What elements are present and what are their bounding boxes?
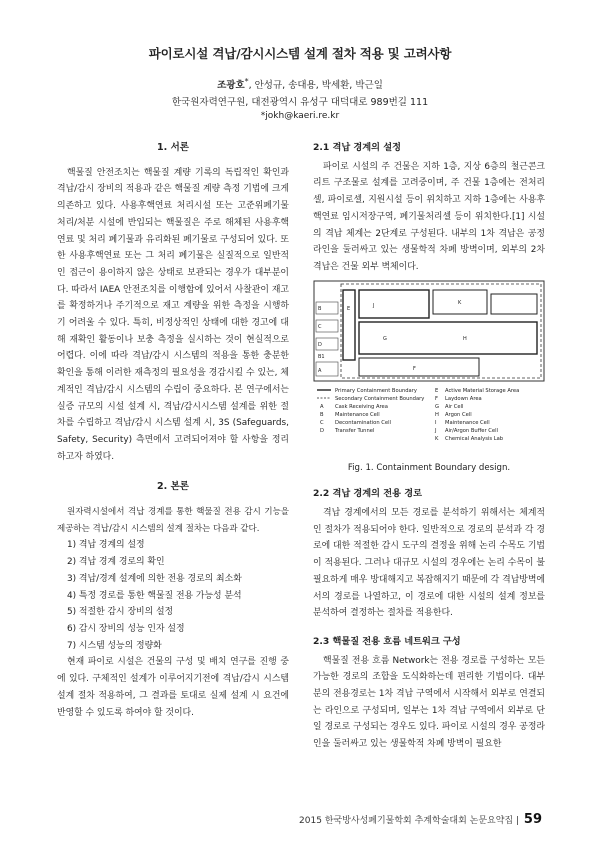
procedure-steps — [57, 537, 289, 654]
section-2-2-body: 격납 경계에서의 모든 경로를 분석하기 위해서는 체계적인 절차가 적용되어야 한다. 일반적으로 경로의 분석과 각 경로에 대한 적절한 감시 도구의 결정을 위해 논리 수목도 기법이 적용된다. 그러나 대규모 시설의 경우에는 논리 수목이 불필요하게 매우 방대해지고 복잡해지기 때문에 각 격납방벽에서의 경로를 나열하고, 이 경로에 대한 시설의 설계 정보를 분석하여 결정하는 절차를 적용한다. — [313, 508, 545, 619]
section-2-1-heading: 2.1 격납 경계의 설정 — [313, 142, 401, 153]
section-2-2-heading: 2.2 격납 경계의 전용 경로 — [313, 488, 422, 500]
author-list — [0, 77, 600, 91]
legend-key: F — [435, 395, 438, 402]
label-E: E — [347, 305, 351, 312]
legend-text: Decontamination Cell — [335, 419, 391, 426]
procedure-step: 5) 적절한 감시 장비의 설정 — [67, 607, 174, 618]
footer-separator: | — [515, 816, 520, 826]
legend-key: I — [435, 419, 437, 426]
label-J: J — [373, 302, 375, 309]
legend-key: E — [435, 387, 439, 394]
legend-key: C — [320, 419, 324, 426]
containment-figure — [313, 280, 545, 456]
procedure-step: 2) 격납 경계 경로의 확인 — [67, 557, 165, 568]
legend-key: J — [435, 427, 437, 434]
room-E — [343, 290, 355, 360]
room-K2 — [491, 294, 537, 314]
procedure-step: 6) 감시 장비의 성능 인자 설정 — [67, 623, 185, 634]
legend-key: H — [435, 411, 439, 418]
section-2-1-body: 파이로 시설의 주 건물은 지하 1층, 지상 6층의 철근콘크리트 구조물로 설계를 고려중이며, 주 건물 1층에는 전처리셀, 파이로셀, 지원시설 등이 위치하고 지하 1층에는 사용후핵연료 임시저장구역, 폐기물처리셀 등이 위치한다.[1] 시설의 격납 체계는 2단계로 구성된다. 내부의 1차 격납은 공정 라인을 둘러싸고 있는 생물학적 차폐 방벽이며, 외부의 2차 격납은 건물 외부 벽체이다. — [313, 161, 545, 272]
legend-text: Argon Cell — [445, 411, 472, 418]
legend-key: K — [435, 435, 439, 442]
section-2-3-body: 핵물질 전용 흐름 Network는 전용 경로를 구성하는 모든 가능한 경로의 조합을 도식화하는데 편리한 기법이다. 대부분의 전용경로는 1차 격납 구역에서 시작해서 외부로 연결되는 라인으로 구성되며, 일부는 1차 격납 구역에서 외부로 단일 경로로 구성되는 경우도 있다. 파이로 시설의 경우 공정라인을 둘러싸고 있는 생물학적 차폐 방벽이 필요한 — [313, 655, 545, 750]
email: *jokh@kaeri.re.kr — [260, 111, 340, 121]
legend-key: D — [320, 427, 324, 434]
paper-title: 파이로시설 격납/감시시스템 설계 절차 적용 및 고려사항 — [148, 46, 452, 61]
figure-caption: Fig. 1. Containment Boundary design. — [347, 462, 511, 473]
label-A: A — [318, 367, 322, 374]
legend-text: Cask Receiving Area — [335, 403, 388, 410]
right-column — [313, 140, 545, 753]
procedure-step: 7) 시스템 성능의 정량화 — [67, 640, 162, 651]
room-F — [359, 358, 479, 376]
legend-text: Maintenance Cell — [445, 419, 490, 426]
legend-text: Active Material Storage Area — [445, 387, 520, 394]
legend-key: A — [320, 403, 324, 410]
label-B1: B1 — [318, 353, 325, 360]
containment-boundary-diagram — [313, 280, 545, 456]
procedure-step: 1) 격납 경계의 설정 — [67, 540, 145, 551]
section-2-intro: 원자력시설에서 격납 경계를 통한 핵물질 전용 감시 기능을 제공하는 격납/감시 시스템의 설계 절차는 다음과 같다. — [57, 507, 289, 534]
corresponding-mark: * — [244, 77, 249, 86]
legend-text: Primary Containment Boundary — [335, 387, 417, 394]
co-authors: , 안성규, 송대용, 박세환, 박근일 — [248, 80, 383, 92]
legend-text: Maintenance Cell — [335, 411, 380, 418]
legend-key: B — [320, 411, 324, 418]
label-K: K — [458, 299, 462, 306]
legend-text: Laydown Area — [445, 395, 482, 402]
label-D: D — [318, 341, 322, 348]
legend-key: G — [435, 403, 440, 410]
procedure-step: 3) 격납/경계 설계에 의한 전용 경로의 최소화 — [67, 573, 242, 584]
section-1-body: 핵물질 안전조치는 핵물질 계량 기록의 독립적인 확인과 격납/감시 장비의 적용과 같은 핵물질 계량 측정 기법에 크게 의존하고 있다. 사용후핵연료 처리시설 또는 고준위폐기물 처리/처분 시설에 반입되는 핵물질은 주로 해체된 사용후핵연료 및 처리 폐기물과 유리화된 폐기물로 구성되어 있다. 또한 사용후핵연료 또는 그 처리 폐기물은 실질적으로 일반적인 접근이 용이하지 않은 상태로 보관되는 경우가 대부분이다. 따라서 IAEA 안전조치를 이행함에 있어서 사찰관이 재고를 확정하거나 주기적으로 재고 계량을 위한 측정을 시행하기 어려울 수 있다. 특히, 비정상적인 상태에 대한 경고에 대해 재확인 활동이나 보충 측정을 실시하는 것이 현실적으로 어렵다. 이에 따라 격납/감시 시스템의 적용을 통한 충분한 확인을 통해 이러한 재측정의 필요성을 경감시킬 수 있는, 체계적인 격납/감시 시스템의 수립이 중요하다. 본 연구에서는 실증 규모의 시설 설계 시, 격납/감시시스템 설계를 위한 절차를 수립하고 격납/감시 시스템 설계 시, 3S (Safeguards, Safety, Security) 측면에서 고려되어져야 할 사항을 정리하고자 하였다. — [57, 167, 289, 462]
legend-text: Secondary Containment Boundary — [335, 395, 425, 402]
section-2-heading: 2. 본론 — [157, 481, 189, 493]
room-J — [359, 290, 429, 318]
page-footer — [299, 812, 542, 827]
section-2-after: 현재 파이로 시설은 건물의 구성 및 배치 연구를 진행 중에 있다. 구체적인 설계가 이루어지기전에 격납/감시 시스템 설계 절차 적용하여, 그 결과를 토대로 실제 설계 시 요건에 반영할 수 있도록 하여야 할 것이다. — [57, 657, 289, 718]
affiliation: 한국원자력연구원, 대전광역시 유성구 대덕대로 989번길 111 — [171, 97, 429, 108]
label-H: H — [463, 335, 467, 342]
footer-text: 2015 한국방사성폐기물학회 추계학술대회 논문요약집 — [299, 816, 514, 826]
label-F: F — [413, 365, 416, 372]
section-2-3-heading: 2.3 핵물질 전용 흐름 네트워크 구성 — [313, 635, 461, 647]
page-number: 59 — [523, 812, 542, 827]
legend-text: Chemical Analysis Lab — [445, 435, 504, 442]
label-G: G — [383, 335, 387, 342]
corresponding-author: 조광호 — [217, 80, 245, 92]
legend-text: Transfer Tunnel — [335, 427, 375, 434]
legend-text: Air/Argon Buffer Cell — [445, 427, 498, 434]
section-1-heading: 1. 서론 — [157, 142, 189, 153]
label-C: C — [318, 323, 322, 330]
procedure-step: 4) 특정 경로를 통한 핵물질 전용 가능성 분석 — [67, 590, 242, 601]
label-B: B — [318, 305, 322, 312]
legend-text: Air Cell — [445, 403, 464, 410]
left-column — [57, 140, 289, 721]
